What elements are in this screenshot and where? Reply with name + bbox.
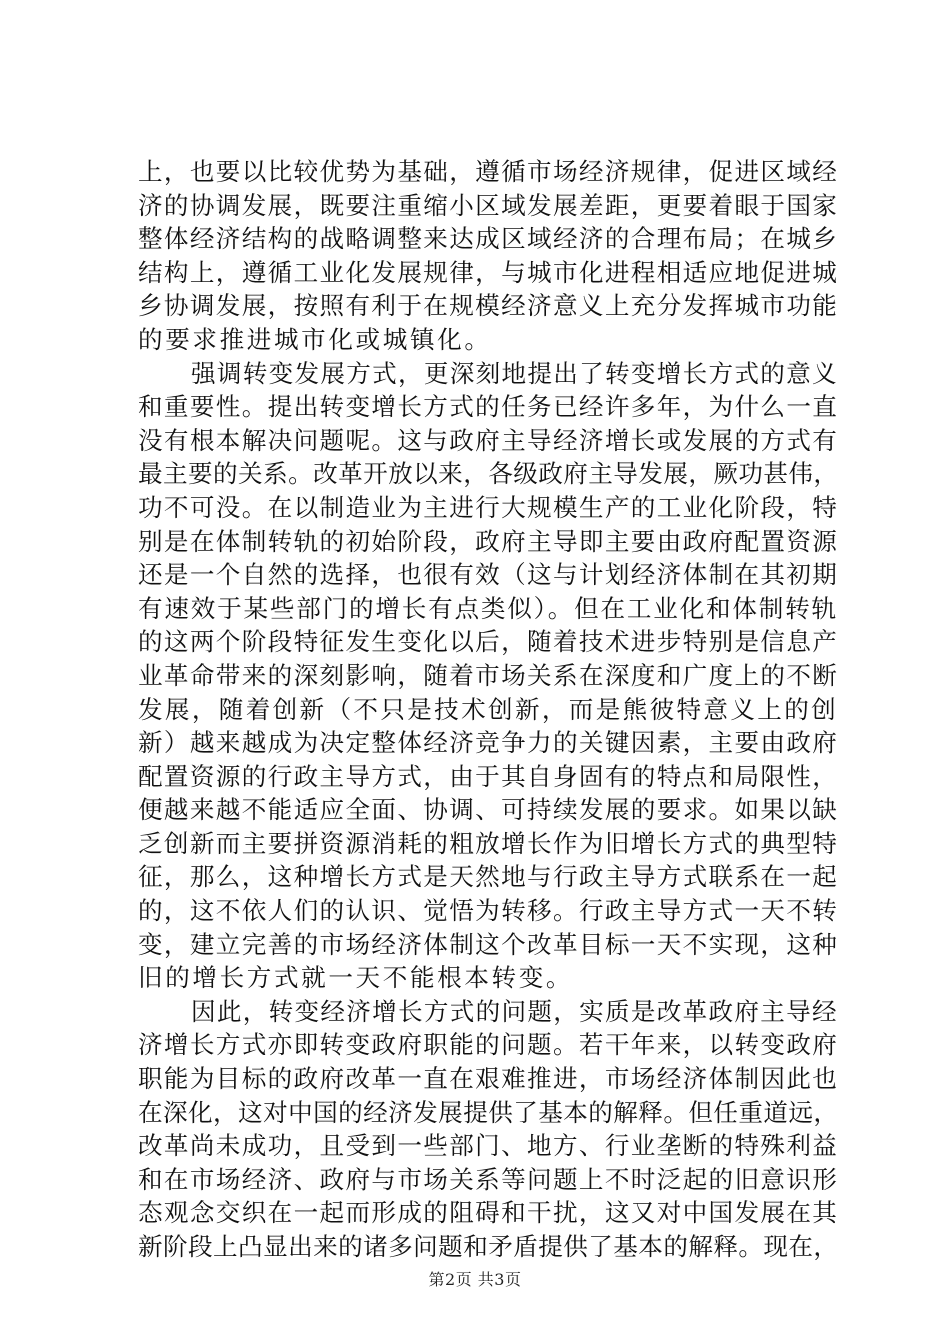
text-line: 因此，转变经济增长方式的问题，实质是改革政府主导经 (191, 996, 838, 1026)
text-line: 的要求推进城市化或城镇化。 (138, 324, 492, 354)
text-line: 整体经济结构的战略调整来达成区域经济的合理布局；在城乡 (138, 224, 839, 254)
text-line: 乡协调发展，按照有利于在规模经济意义上充分发挥城市功能 (138, 291, 839, 321)
text-line: 结构上，遵循工业化发展规律，与城市化进程相适应地促进城 (138, 257, 839, 287)
text-line: 在深化，这对中国的经济发展提供了基本的解释。但任重道远， (138, 1097, 839, 1127)
text-line: 济增长方式亦即转变政府职能的问题。若干年来，以转变政府 (138, 1030, 839, 1060)
text-line: 最主要的关系。改革开放以来，各级政府主导发展，厥功甚伟， (138, 459, 839, 489)
text-line: 还是一个自然的选择，也很有效（这与计划经济体制在其初期 (138, 560, 839, 590)
text-line: 态观念交织在一起而形成的阻碍和干扰，这又对中国发展在其 (138, 1198, 839, 1228)
text-line: 的这两个阶段特征发生变化以后，随着技术进步特别是信息产 (138, 627, 839, 657)
text-line: 征，那么，这种增长方式是天然地与行政主导方式联系在一起 (138, 862, 839, 892)
text-line: 的，这不依人们的认识、觉悟为转移。行政主导方式一天不转 (138, 896, 839, 926)
text-line: 别是在体制转轨的初始阶段，政府主导即主要由政府配置资源 (138, 526, 839, 556)
text-line: 发展，随着创新（不只是技术创新，而是熊彼特意义上的创 (138, 694, 839, 724)
text-line: 有速效于某些部门的增长有点类似）。但在工业化和体制转轨 (138, 593, 838, 623)
text-line: 业革命带来的深刻影响，随着市场关系在深度和广度上的不断 (138, 660, 839, 690)
text-line: 强调转变发展方式，更深刻地提出了转变增长方式的意义 (191, 358, 838, 388)
text-line: 变，建立完善的市场经济体制这个改革目标一天不实现，这种 (138, 929, 839, 959)
text-line: 和在市场经济、政府与市场关系等问题上不时泛起的旧意识形 (138, 1164, 839, 1194)
text-line: 新阶段上凸显出来的诸多问题和矛盾提供了基本的解释。现在， (138, 1232, 839, 1261)
text-line: 乏创新而主要拼资源消耗的粗放增长作为旧增长方式的典型特 (138, 828, 839, 858)
text-line: 没有根本解决问题呢。这与政府主导经济增长或发展的方式有 (138, 425, 839, 455)
text-line: 上，也要以比较优势为基础，遵循市场经济规律，促进区域经 (138, 157, 839, 186)
text-line: 济的协调发展，既要注重缩小区域发展差距，更要着眼于国家 (138, 190, 839, 220)
document-body (138, 155, 838, 1264)
text-line: 功不可没。在以制造业为主进行大规模生产的工业化阶段，特 (138, 492, 839, 522)
text-line: 新）越来越成为决定整体经济竞争力的关键因素，主要由政府 (138, 728, 839, 758)
text-line: 旧的增长方式就一天不能根本转变。 (138, 963, 574, 993)
text-line: 配置资源的行政主导方式，由于其自身固有的特点和局限性， (138, 761, 839, 791)
text-line: 职能为目标的政府改革一直在艰难推进，市场经济体制因此也 (138, 1064, 839, 1094)
page-footer: 第2页 共3页 (428, 1270, 522, 1289)
text-line: 改革尚未成功，且受到一些部门、地方、行业垄断的特殊利益 (138, 1131, 839, 1161)
text-line: 和重要性。提出转变增长方式的任务已经许多年，为什么一直 (138, 392, 839, 422)
text-line: 便越来越不能适应全面、协调、可持续发展的要求。如果以缺 (138, 795, 839, 825)
